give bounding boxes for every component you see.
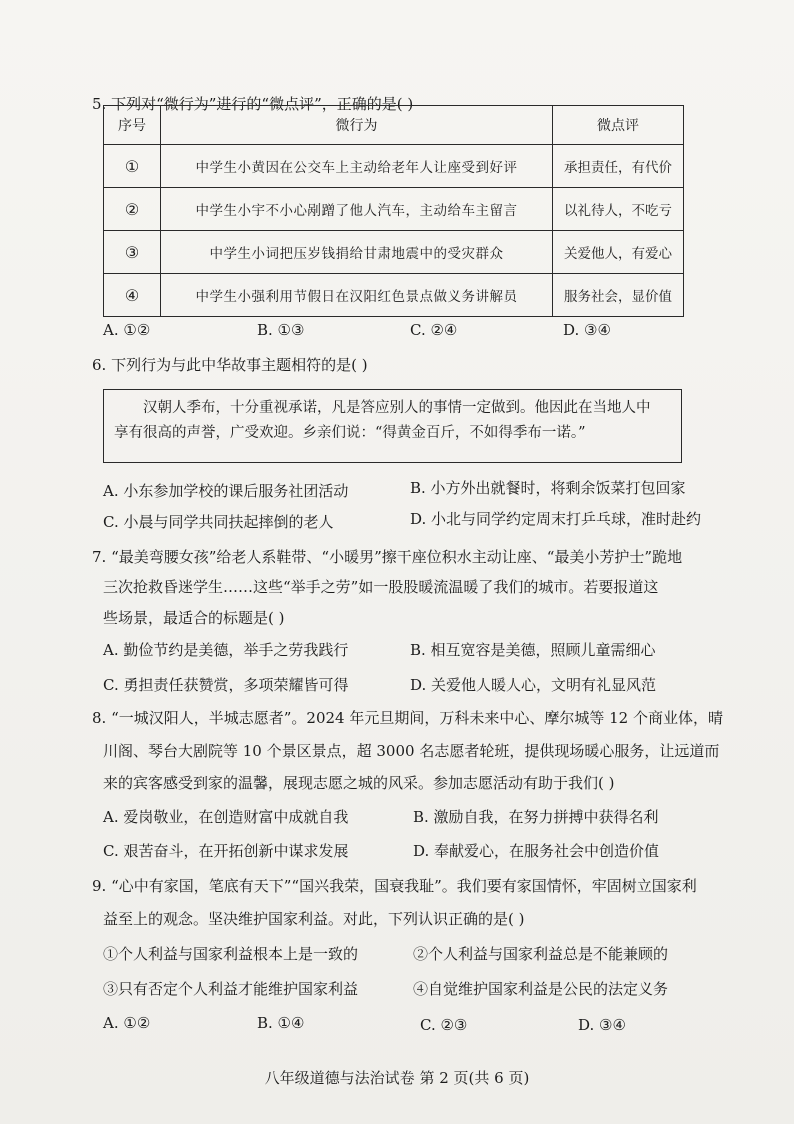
q9-statement-1: ①个人利益与国家利益根本上是一致的 <box>103 945 359 963</box>
q9-option-a[interactable]: A. ①② <box>103 1014 151 1032</box>
table-row <box>104 145 684 188</box>
row-review: 服务社会，显价值 <box>553 274 684 317</box>
row-review: 承担责任，有代价 <box>553 145 684 188</box>
q9-option-c[interactable]: C. ②③ <box>420 1016 468 1034</box>
row-action: 中学生小强利用节假日在汉阳红色景点做义务讲解员 <box>161 274 553 317</box>
q5-option-c[interactable]: C. ②④ <box>410 321 458 339</box>
q8-stem-line-3: 来的宾客感受到家的温馨，展现志愿之城的风采。参加志愿活动有助于我们( ) <box>103 774 615 792</box>
q9-option-b[interactable]: B. ①④ <box>257 1014 305 1032</box>
row-action: 中学生小词把压岁钱捐给甘肃地震中的受灾群众 <box>161 231 553 274</box>
q6-story-line-2: 享有很高的声誉，广受欢迎。乡亲们说：“得黄金百斤，不如得季布一诺。” <box>114 425 586 441</box>
header-review: 微点评 <box>553 106 684 145</box>
row-no: ② <box>104 188 161 231</box>
q8-option-c[interactable]: C. 艰苦奋斗，在开拓创新中谋求发展 <box>103 842 349 860</box>
row-no: ③ <box>104 231 161 274</box>
q5-option-a[interactable]: A. ①② <box>103 321 151 339</box>
q6-option-b[interactable]: B. 小方外出就餐时，将剩余饭菜打包回家 <box>410 479 686 497</box>
q5-stem: 5. 下列对“微行为”进行的“微点评”，正确的是( ) <box>92 95 414 113</box>
q6-stem: 6. 下列行为与此中华故事主题相符的是( ) <box>92 356 368 374</box>
q7-option-a[interactable]: A. 勤俭节约是美德，举手之劳我践行 <box>103 641 349 659</box>
q7-stem-line-2: 三次抢救昏迷学生……这些“举手之劳”如一股股暖流温暖了我们的城市。若要报道这 <box>103 578 659 596</box>
row-action: 中学生小宇不小心剐蹭了他人汽车，主动给车主留言 <box>161 188 553 231</box>
q7-option-b[interactable]: B. 相互宽容是美德，照顾儿童需细心 <box>410 641 656 659</box>
q6-option-d[interactable]: D. 小北与同学约定周末打乒乓球，准时赴约 <box>410 510 702 528</box>
row-no: ① <box>104 145 161 188</box>
header-no: 序号 <box>104 106 161 145</box>
q6-story-box <box>103 389 682 463</box>
q5-table <box>103 105 684 317</box>
q9-option-d[interactable]: D. ③④ <box>578 1016 626 1034</box>
row-action: 中学生小黄因在公交车上主动给老年人让座受到好评 <box>161 145 553 188</box>
q8-option-d[interactable]: D. 奉献爱心，在服务社会中创造价值 <box>413 842 660 860</box>
table-row <box>104 231 684 274</box>
q9-statement-4: ④自觉维护国家利益是公民的法定义务 <box>413 980 669 998</box>
q9-statement-2: ②个人利益与国家利益总是不能兼顾的 <box>413 945 669 963</box>
table-row <box>104 188 684 231</box>
page-footer: 八年级道德与法治试卷 第 2 页(共 6 页) <box>264 1069 530 1087</box>
q7-option-d[interactable]: D. 关爱他人暖人心，文明有礼显风范 <box>410 676 657 694</box>
row-review: 以礼待人，不吃亏 <box>553 188 684 231</box>
q8-option-a[interactable]: A. 爱岗敬业，在创造财富中成就自我 <box>103 808 349 826</box>
q7-stem-line-1: 7. “最美弯腰女孩”给老人系鞋带、“小暖男”擦干座位积水主动让座、“最美小芳护士”跪地 <box>92 548 683 566</box>
row-review: 关爱他人，有爱心 <box>553 231 684 274</box>
q6-story-line-1: 汉朝人季布，十分重视承诺，凡是答应别人的事情一定做到。他因此在当地人中 <box>143 400 651 416</box>
q5-option-b[interactable]: B. ①③ <box>257 321 305 339</box>
q7-stem-line-3: 些场景，最适合的标题是( ) <box>103 609 285 627</box>
q6-option-a[interactable]: A. 小东参加学校的课后服务社团活动 <box>103 482 349 500</box>
q5-table-header <box>104 106 684 145</box>
q9-statement-3: ③只有否定个人利益才能维护国家利益 <box>103 980 359 998</box>
q7-option-c[interactable]: C. 勇担责任获赞赏，多项荣耀皆可得 <box>103 676 349 694</box>
q9-stem-line-2: 益至上的观念。坚决维护国家利益。对此，下列认识正确的是( ) <box>103 910 525 928</box>
q9-stem-line-1: 9. “心中有家国，笔底有天下”“国兴我荣，国衰我耻”。我们要有家国情怀，牢固树立国家利 <box>92 877 697 895</box>
q8-stem-line-2: 川阁、琴台大剧院等 10 个景区景点，超 3000 名志愿者轮班，提供现场暖心服务，让远道而 <box>103 742 720 760</box>
row-no: ④ <box>104 274 161 317</box>
q6-option-c[interactable]: C. 小晨与同学共同扶起摔倒的老人 <box>103 513 334 531</box>
q8-option-b[interactable]: B. 激励自我，在努力拼搏中获得名利 <box>413 808 659 826</box>
q5-option-d[interactable]: D. ③④ <box>563 321 611 339</box>
q8-stem-line-1: 8. “一城汉阳人，半城志愿者”。2024 年元旦期间，万科未来中心、摩尔城等 12 个商业体，晴 <box>92 709 723 727</box>
header-action: 微行为 <box>161 106 553 145</box>
table-row <box>104 274 684 317</box>
